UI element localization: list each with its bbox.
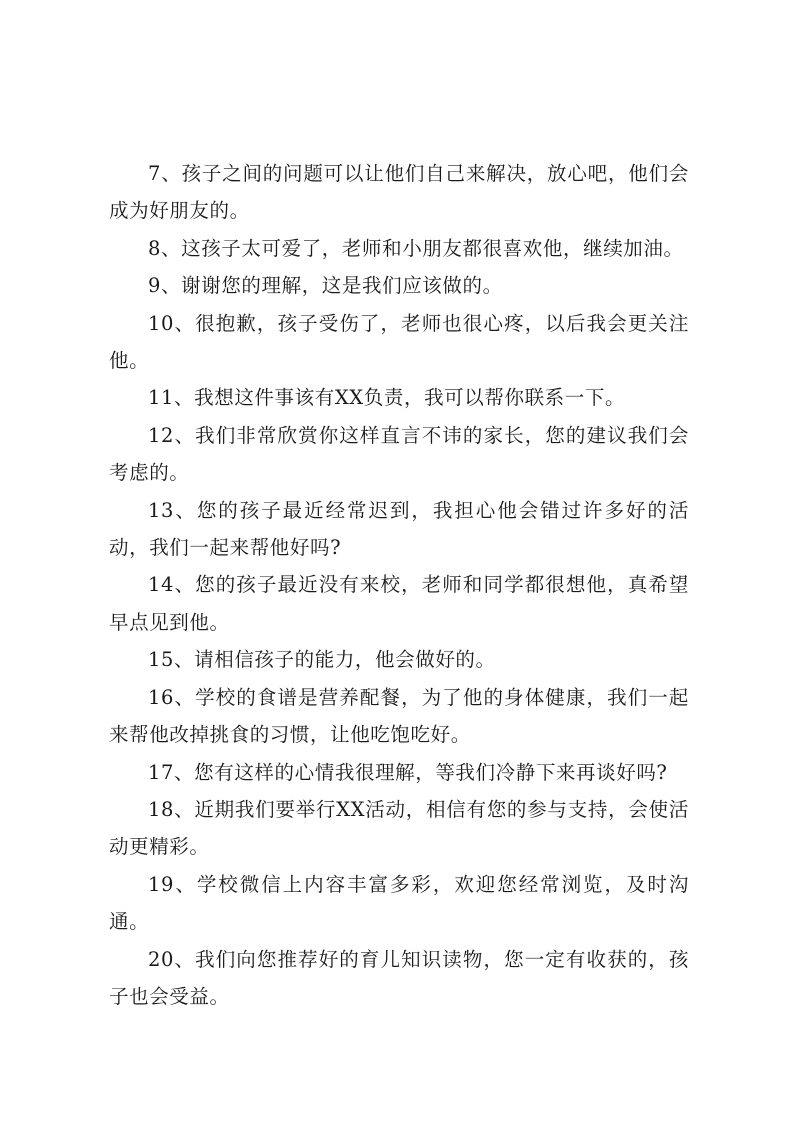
paragraph-13: 13、您的孩子最近经常迟到，我担心他会错过许多好的活动，我们一起来帮他好吗?	[109, 498, 689, 560]
paragraph-17: 17、您有这样的心情我很理解，等我们冷静下来再谈好吗?	[148, 760, 668, 784]
paragraph-18: 18、近期我们要举行XX活动，相信有您的参与支持，会使活动更精彩。	[109, 797, 689, 859]
paragraph-20: 20、我们向您推荐好的育儿知识读物，您一定有收获的，孩子也会受益。	[109, 947, 689, 1008]
paragraph-16: 16、学校的食谱是营养配餐，为了他的身体健康，我们一起来帮他改掉挑食的习惯，让他吃饱吃好。	[109, 685, 689, 747]
paragraph-8: 8、这孩子太可爱了，老师和小朋友都很喜欢他，继续加油。	[148, 236, 684, 260]
paragraph-7: 7、孩子之间的问题可以让他们自己来解决，放心吧，他们会成为好朋友的。	[109, 162, 689, 223]
paragraph-9: 9、谢谢您的理解，这是我们应该做的。	[148, 274, 503, 298]
paragraph-19: 19、学校微信上内容丰富多彩，欢迎您经常浏览，及时沟通。	[109, 872, 689, 934]
paragraph-15: 15、请相信孩子的能力，他会做好的。	[148, 648, 496, 672]
paragraph-12: 12、我们非常欣赏你这样直言不讳的家长，您的建议我们会考虑的。	[109, 423, 689, 485]
paragraph-10: 10、很抱歉，孩子受伤了，老师也很心疼，以后我会更关注他。	[109, 311, 689, 373]
document-body	[109, 155, 689, 1015]
paragraph-11: 11、我想这件事该有XX负责，我可以帮你联系一下。	[148, 386, 626, 410]
paragraph-14: 14、您的孩子最近没有来校，老师和同学都很想他，真希望早点见到他。	[109, 573, 689, 634]
